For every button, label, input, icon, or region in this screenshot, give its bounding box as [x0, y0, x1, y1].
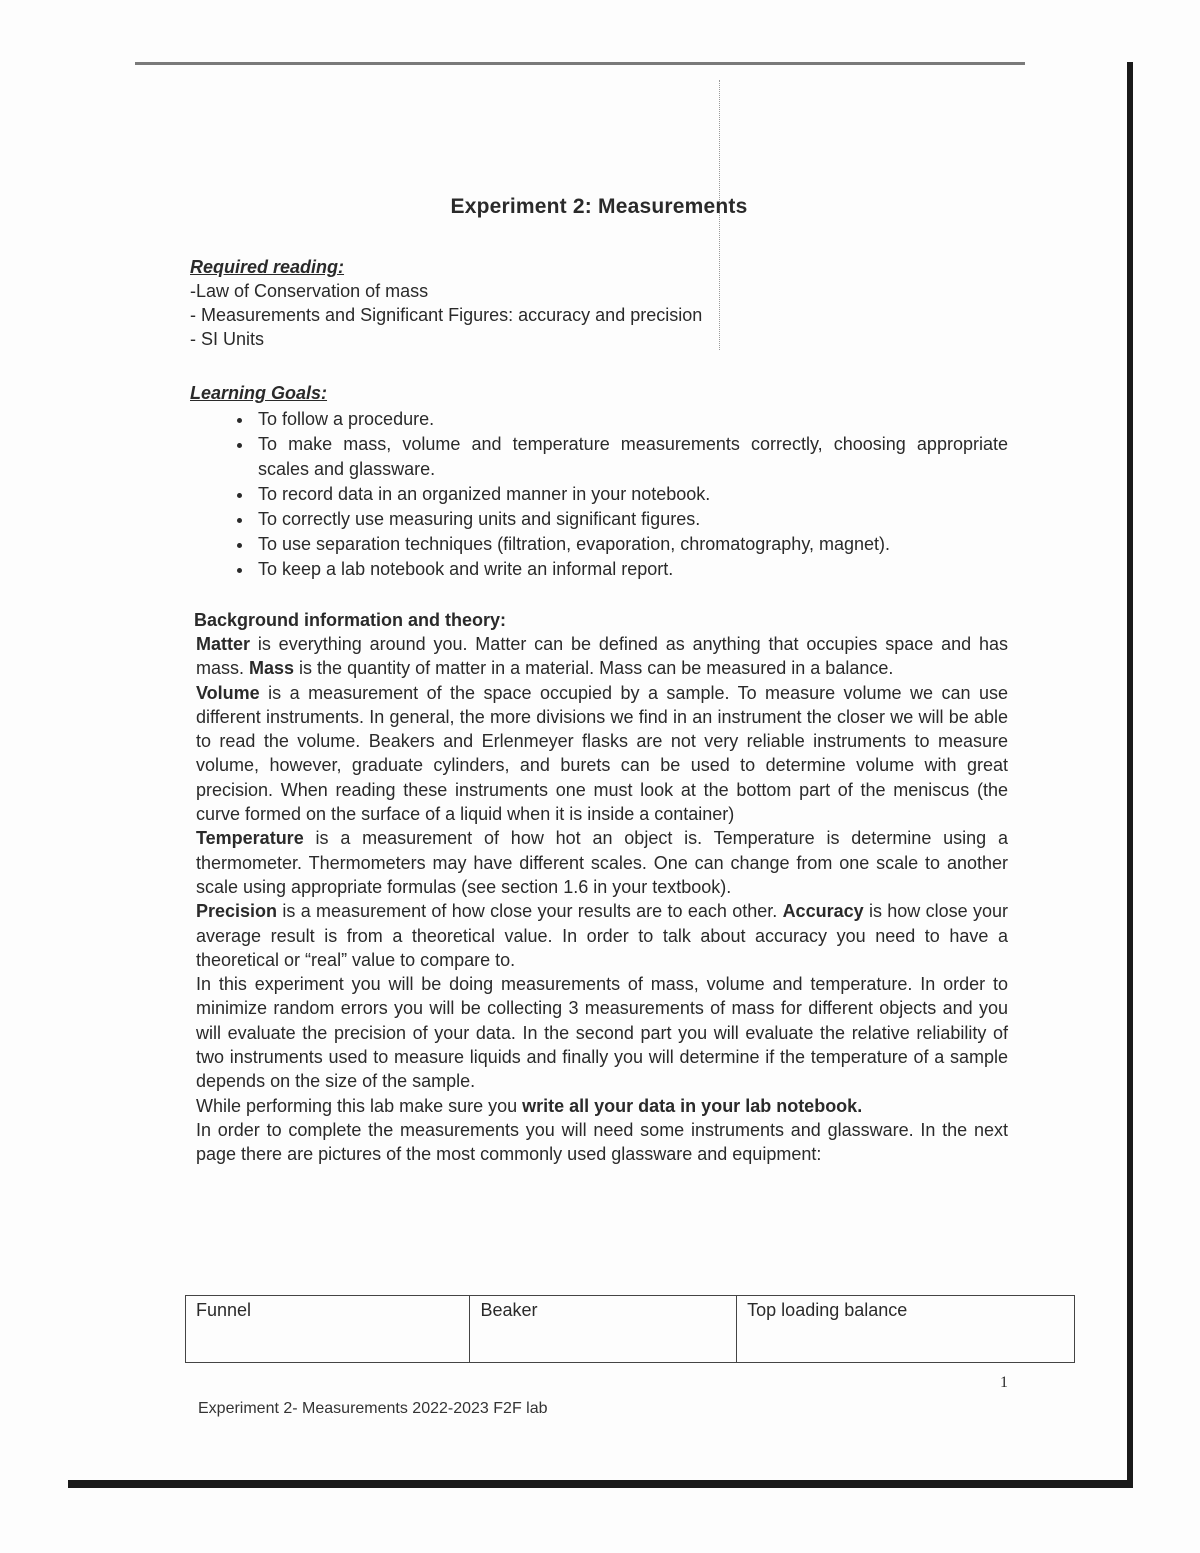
required-reading-section	[190, 255, 1008, 351]
table-row	[186, 1296, 1075, 1363]
goal-item: • To keep a lab notebook and write an informal report.	[254, 557, 1008, 582]
goal-item: • To record data in an organized manner in your notebook.	[254, 482, 1008, 507]
reading-item: - SI Units	[190, 329, 265, 349]
temperature-paragraph: Temperature is a measurement of how hot an object is. Temperature is determine using a thermometer. Thermometers may have different scales. One can change from one scale to another scale using appropriate formulas (see section 1.6 in your textbook).	[196, 828, 1008, 897]
volume-term: Volume	[196, 682, 260, 703]
temperature-term: Temperature	[196, 828, 304, 849]
accuracy-term: Accuracy	[782, 901, 864, 922]
volume-paragraph: Volume is a measurement of the space occupied by a sample. To measure volume we can use different instruments. In general, the more divisions we find in an instrument the closer we will be able to read the volume. Beakers and Erlenmeyer flasks are not very reliable instruments to measure volume, however, graduate cylinders, and burets can be used to determine volume with great precision. When reading these instruments one must look at the bottom part of the meniscus (the curve formed on the surface of a liquid when it is inside a container)	[196, 682, 1008, 825]
precision-paragraph: Precision is a measurement of how close your results are to each other. Accuracy is how close your average result is from a theoretical value. In order to talk about accuracy you need to have a theoretical or “real” value to compare to.	[196, 901, 1008, 970]
scan-top-edge	[135, 62, 1025, 65]
page-number: 1	[1000, 1374, 1008, 1391]
instruments-paragraph: In order to complete the measurements you will need some instruments and glassware. In the next page there are pictures of the most commonly used glassware and equipment:	[196, 1119, 1008, 1165]
glassware-table	[185, 1295, 1075, 1363]
goal-item: • To make mass, volume and temperature measurements correctly, choosing appropriate scales and glassware.	[254, 432, 1008, 482]
table-cell-beaker: Beaker	[470, 1296, 737, 1363]
precision-term: Precision	[196, 901, 278, 922]
learning-goals-heading: Learning Goals:	[190, 383, 328, 403]
table-cell-balance: Top loading balance	[737, 1296, 1075, 1363]
table-cell-funnel: Funnel	[186, 1296, 470, 1363]
goal-item: • To correctly use measuring units and significant figures.	[254, 507, 1008, 532]
background-heading: Background information and theory:	[194, 610, 507, 630]
scan-right-edge	[1127, 62, 1133, 1487]
reading-item: - Measurements and Significant Figures: accuracy and precision	[190, 305, 703, 325]
required-reading-heading: Required reading:	[190, 257, 345, 277]
mass-term: Mass	[249, 658, 295, 679]
notebook-paragraph: While performing this lab make sure you write all your data in your lab notebook.	[196, 1095, 863, 1116]
scan-bottom-edge	[68, 1480, 1133, 1488]
background-text	[196, 632, 1008, 1167]
reading-item: -Law of Conservation of mass	[190, 281, 429, 301]
goal-item: • To follow a procedure.	[254, 407, 1008, 432]
footer-text: Experiment 2- Measurements 2022-2023 F2F lab	[198, 1400, 548, 1417]
goal-item: • To use separation techniques (filtration, evaporation, chromatography, magnet).	[254, 532, 1008, 557]
matter-term: Matter	[196, 634, 251, 654]
learning-goals-list	[190, 407, 1008, 582]
learning-goals-section	[190, 381, 1008, 582]
document-body	[190, 195, 1008, 1167]
notebook-emphasis: write all your data in your lab notebook.	[522, 1095, 863, 1116]
page-title: Experiment 2: Measurements	[450, 195, 748, 218]
matter-paragraph: Matter is everything around you. Matter can be defined as anything that occupies space and has mass. Mass is the quantity of matter in a material. Mass can be measured in a balance.	[196, 634, 1008, 679]
experiment-paragraph: In this experiment you will be doing measurements of mass, volume and temperature. In order to minimize random errors you will be collecting 3 measurements of mass for different objects and you will evaluate the precision of your data. In the second part you will evaluate the relative reliability of two instruments used to measure liquids and finally you will determine if the temperature of a sample depends on the size of the sample.	[196, 974, 1008, 1092]
